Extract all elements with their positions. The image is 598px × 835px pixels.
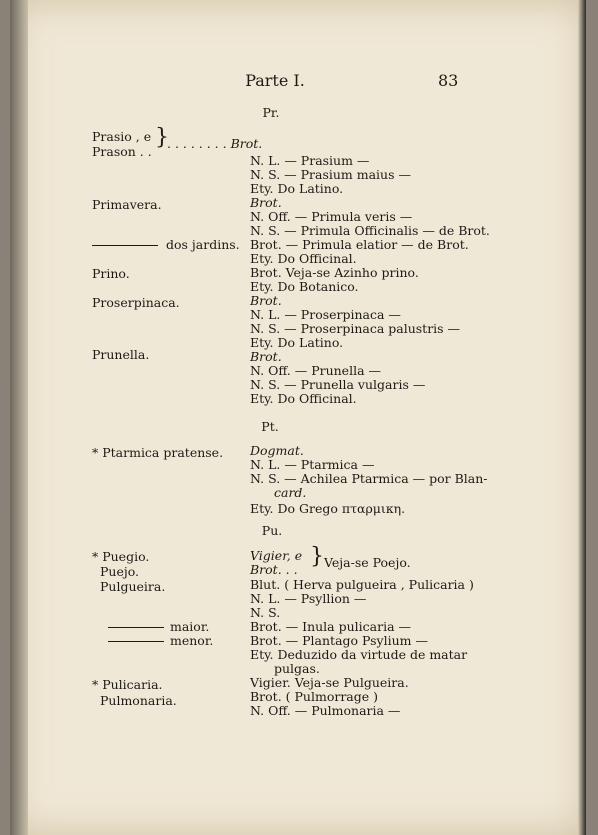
definition-line: card. [274,485,307,500]
entry-primavera: Primavera. [92,197,162,212]
section-heading-pt: Pt. [261,419,279,434]
page-number: 83 [438,71,459,90]
definition-line: Brot. ( Pulmorrage ) [250,689,378,704]
source-line: Vigier, e [250,548,303,563]
book-spine [10,0,28,835]
ditto-rule [108,641,164,642]
definition-line: Ety. Deduzido da virtude de matar [250,647,468,662]
definition-line: Brot. [250,195,282,210]
book-page [10,0,586,835]
section-heading-pu: Pu. [261,523,283,538]
source-line: Brot. . . [250,562,298,577]
entry-prason: Prason . . [92,144,152,159]
definition-line: pulgas. [274,661,320,676]
definition-line: N. L. — Psyllion — [250,591,367,606]
definition-line: N. L. — Proserpinaca — [250,307,401,322]
brace-glyph: } [310,544,324,569]
entry-pulgueira: Pulgueira. [100,579,166,594]
definition-line: N. S. — Proserpinaca palustris — [250,321,461,336]
definition-line: Dogmat. [250,443,304,458]
definition-line: Ety. Do Latino. [250,181,344,196]
ditto-rule [108,627,164,628]
definition-line: N. L. — Ptarmica — [250,457,375,472]
entry-puejo: Puejo. [100,564,140,579]
entry-puegio: * Puegio. [92,549,150,564]
ditto-rule [92,245,158,246]
running-title: Parte I. [245,71,305,90]
definition-line: Ety. Do Grego πταρμικη. [250,501,406,516]
entry-pulicaria: * Pulicaria. [92,677,163,692]
definition-line: Ety. Do Officinal. [250,251,357,266]
entry-prunella: Prunella. [92,347,150,362]
prasio-source: . . . . . . . . Brot. [167,136,263,151]
definition-line: Veja-se Poejo. [324,555,411,570]
entry-proserpinaca: Proserpinaca. [92,295,180,310]
definition-line: Brot. — Primula elatior — de Brot. [250,237,469,252]
definition-line: N. S. — Primula Officinalis — de Brot. [250,223,490,238]
entry-pulmonaria: Pulmonaria. [100,693,177,708]
definition-line: Brot. — Plantago Psylium — [250,633,428,648]
entry-dos-jardins: dos jardins. [166,237,240,252]
definition-line: Blut. ( Herva pulgueira , Pulicaria ) [250,577,474,592]
entry-menor: menor. [170,633,214,648]
page-edge [578,0,586,835]
definition-line: N. L. — Prasium — [250,153,370,168]
definition-line: Brot. Veja-se Azinho prino. [250,265,419,280]
definition-line: N. S. — Achilea Ptarmica — por Blan- [250,471,488,486]
definition-line: N. S. — Prasium maius — [250,167,411,182]
section-heading-pr: Pr. [262,105,280,120]
definition-line: Vigier. Veja-se Pulgueira. [250,675,409,690]
definition-line: Brot. [250,293,282,308]
definition-line: N. Off. — Prunella — [250,363,381,378]
definition-line: Ety. Do Latino. [250,335,344,350]
definition-line: N. Off. — Primula veris — [250,209,413,224]
entry-ptarmica: * Ptarmica pratense. [92,445,224,460]
definition-line: N. S. [250,605,281,620]
entry-maior: maior. [170,619,210,634]
definition-line: Brot. [250,349,282,364]
entry-prino: Prino. [92,266,130,281]
definition-line: Ety. Do Botanico. [250,279,359,294]
definition-line: N. Off. — Pulmonaria — [250,703,401,718]
definition-line: N. S. — Prunella vulgaris — [250,377,426,392]
definition-line: Ety. Do Officinal. [250,391,357,406]
entry-prasio: Prasio , e [92,129,152,144]
brace-glyph: } [155,125,169,150]
definition-line: Brot. — Inula pulicaria — [250,619,411,634]
